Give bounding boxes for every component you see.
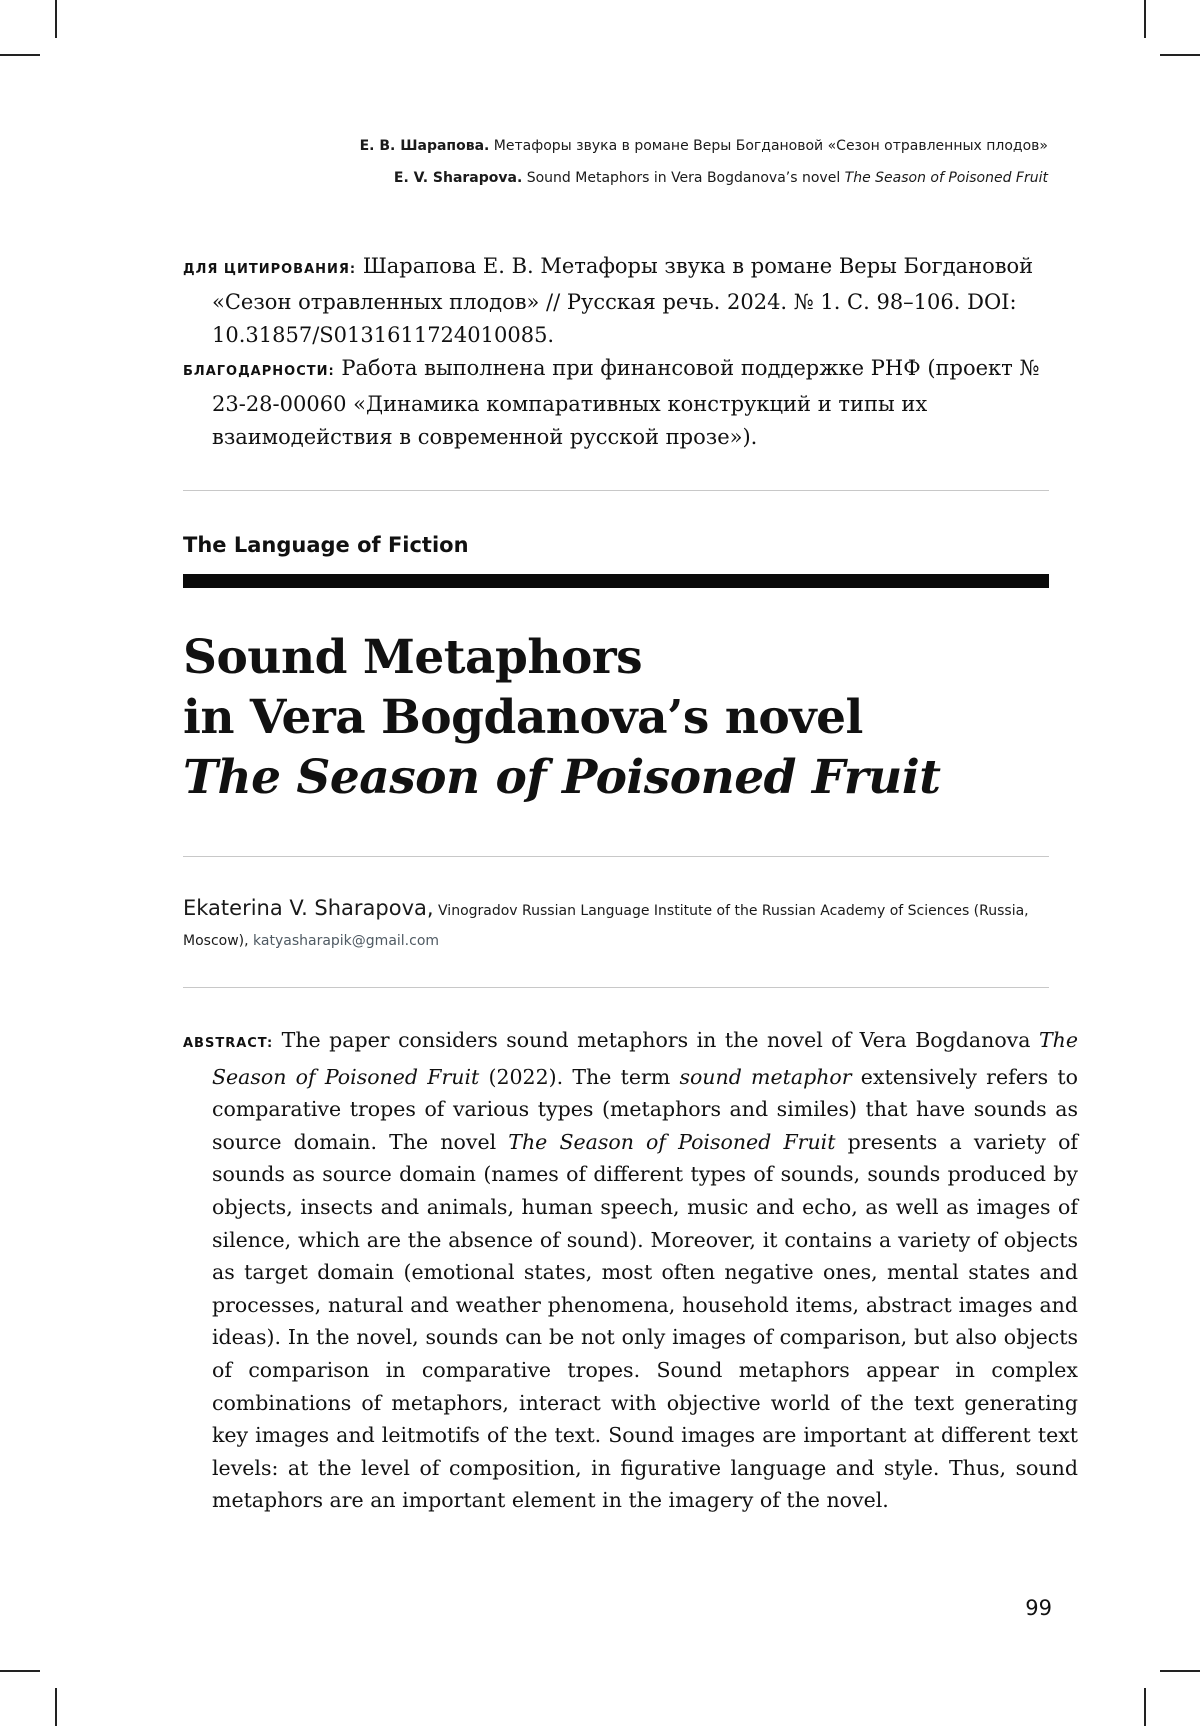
crop-mark: [0, 1670, 40, 1672]
abstract: [183, 1024, 1078, 1517]
crop-mark: [1144, 1688, 1146, 1726]
abstract-text: (2022). The term: [488, 1064, 671, 1089]
crop-mark: [1160, 1670, 1200, 1672]
article-title: [183, 628, 1063, 808]
author-affiliation: Vinogradov Russian Language Institute of the Russian Academy of Sciences (Russia, Moscow),: [183, 903, 1029, 949]
article-title-line1: Sound Metaphors: [183, 630, 643, 685]
section-title: The Language of Fiction: [183, 533, 469, 557]
divider: [183, 490, 1049, 491]
crop-mark: [1144, 0, 1146, 38]
abstract-text: extensively refers to comparative tropes of various types (metaphors and similes) that have sounds as source domain. The novel: [212, 1064, 1078, 1154]
crop-mark: [0, 54, 40, 56]
header-en-author: E. V. Sharapova.: [393, 170, 523, 186]
author-name: Ekaterina V. Sharapova,: [183, 896, 434, 920]
crop-mark: [55, 0, 57, 38]
author-info: [183, 893, 1063, 956]
crop-mark: [55, 1688, 57, 1726]
author-email[interactable]: katyasharapik@gmail.com: [253, 933, 440, 949]
acknowledgements-text: Работа выполнена при финансовой поддержке РНФ (проект № 23-28-00060 «Динамика компаративных конструкций и типы их взаимодействия в современной русской прозе»).: [212, 356, 1040, 449]
header-en-title: Sound Metaphors in Vera Bogdanova’s novel: [526, 170, 841, 186]
citation: [183, 250, 1049, 352]
header-ru-title: Метафоры звука в романе Веры Богдановой «Сезон отравленных плодов»: [493, 138, 1048, 154]
article-title-line3: The Season of Poisoned Fruit: [183, 750, 941, 805]
citation-block: [183, 250, 1049, 454]
citation-text: Шарапова Е. В. Метафоры звука в романе Веры Богдановой «Сезон отравленных плодов» // Русская речь. 2024. № 1. С. 98–106. DOI: 10.31857/S0131611724010085.: [212, 254, 1034, 347]
divider: [183, 987, 1049, 988]
abstract-text: The Season of Poisoned Fruit: [508, 1129, 836, 1154]
crop-mark: [1160, 54, 1200, 56]
header-ru-author: Е. В. Шарапова.: [359, 138, 490, 154]
abstract-text: sound metaphor: [679, 1064, 852, 1089]
running-header-ru: [360, 138, 1048, 154]
divider: [183, 856, 1049, 857]
header-en-title-italic: The Season of Poisoned Fruit: [844, 170, 1048, 186]
abstract-text: presents a variety of sounds as source domain (names of different types of sounds, sounds produced by objects, insects and animals, human speech, music and echo, as well as images of silence, which are the absence of sound). Moreover, it contains a variety of objects as target domain (emotional states, most often negative ones, mental states and processes, natural and weather phenomena, household items, abstract images and ideas). In the novel, sounds can be not only images of comparison, but also objects of comparison in comparative tropes. Sound metaphors appear in complex combinations of metaphors, interact with objective world of the text generating key images and leitmotifs of the text. Sound images are important at different text levels: at the level of composition, in figurative language and style. Thus, sound metaphors are an important element in the imagery of the novel.: [212, 1129, 1078, 1513]
abstract-label: ABSTRACT:: [183, 1036, 274, 1051]
abstract-text: The Season of Poisoned Fruit: [212, 1028, 1078, 1089]
running-header-en: [394, 170, 1048, 186]
abstract-text: The paper considers sound metaphors in the novel of Vera Bogdanova: [281, 1028, 1031, 1052]
acknowledgements: [183, 352, 1049, 454]
article-title-line2: in Vera Bogdanova’s novel: [183, 690, 863, 745]
page-number: 99: [1025, 1596, 1052, 1620]
acknowledgements-label: БЛАГОДАРНОСТИ:: [183, 364, 335, 379]
citation-label: ДЛЯ ЦИТИРОВАНИЯ:: [183, 262, 357, 277]
section-rule: [183, 574, 1049, 588]
